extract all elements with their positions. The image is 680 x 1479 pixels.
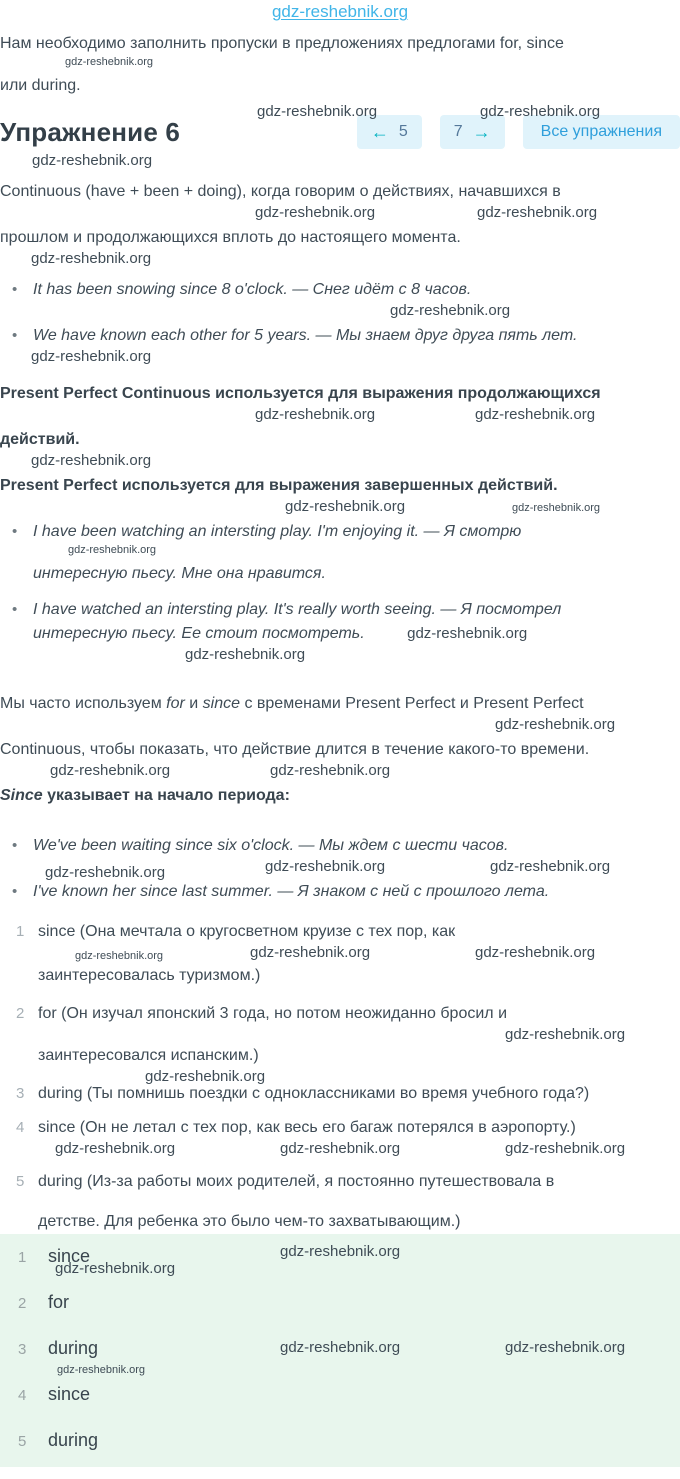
example-watching-line2: интересную пьесу. Мне она нравится. [33, 565, 326, 582]
answer-row-4 [0, 1384, 680, 1430]
item-text [38, 1170, 680, 1234]
watermark: gdz-reshebnik.org [31, 250, 152, 267]
item-number: 4 [16, 1119, 25, 1136]
next-exercise-button[interactable] [440, 115, 505, 149]
example-known-text: We have known each other for 5 years. — Мы знаем друг друга пять лет. [33, 327, 578, 344]
since-heading [0, 784, 680, 808]
watermark: gdz-reshebnik.org [280, 1140, 401, 1157]
prev-exercise-button[interactable] [357, 115, 422, 149]
task-intro-line2: или during. [0, 77, 81, 94]
bullet-icon: • [12, 883, 18, 900]
usage-part2: и [184, 695, 203, 712]
watermark: gdz-reshebnik.org [255, 204, 376, 221]
watermark: gdz-reshebnik.org [480, 103, 601, 120]
watermark-row [38, 944, 680, 964]
bullet-icon: • [12, 837, 18, 854]
watermark-row [0, 646, 680, 668]
watermark-row [38, 1068, 680, 1085]
watermark-row [0, 204, 680, 226]
exercise-header [0, 103, 680, 152]
example-watched-line1: I have watched an intersting play. It's really worth seeing. — Я посмотрел [33, 601, 562, 618]
theory-ppc-line2: действий. [0, 431, 80, 448]
theory-pp-line: Present Perfect используется для выражения завершенных действий. [0, 477, 558, 494]
item-text [38, 1116, 680, 1140]
watermark-row [38, 1026, 680, 1044]
watermark: gdz-reshebnik.org [32, 152, 153, 169]
task-intro-line1: Нам необходимо заполнить пропуски в предложениях предлогами for, since [0, 35, 564, 52]
theory-continuous-line1: Continuous (have + been + doing), когда говорим о действиях, начавшихся в [0, 183, 561, 200]
since-rest: указывает на начало периода: [42, 787, 290, 804]
watermark-row [0, 716, 680, 738]
answer-value: during [48, 1338, 99, 1358]
watermark: gdz-reshebnik.org [57, 1364, 146, 1376]
item-number: 3 [16, 1085, 25, 1102]
bullet-icon: • [12, 601, 18, 618]
example-watched-text [33, 598, 680, 646]
answer-value: for [48, 1292, 70, 1312]
answer-number: 4 [18, 1387, 27, 1404]
watermark: gdz-reshebnik.org [55, 1260, 176, 1277]
explanation-5-line2: детстве. Для ребенка это было чем-то захватывающим.) [38, 1213, 461, 1230]
watermark-row [0, 498, 680, 520]
theory-usage [0, 692, 680, 762]
exercise-nav [357, 115, 680, 149]
watermark: gdz-reshebnik.org [280, 1243, 401, 1260]
usage-part3: с временами Present Perfect и Present Perfect [240, 695, 584, 712]
watermark: gdz-reshebnik.org [250, 944, 371, 961]
item-number: 2 [16, 1005, 25, 1022]
watermark-row [0, 406, 680, 428]
usage-since: since [202, 695, 240, 712]
explanation-item-3 [0, 1082, 680, 1106]
next-exercise-number: 7 [453, 123, 463, 140]
watermark-row [0, 302, 680, 324]
explanation-item-4 [0, 1116, 680, 1140]
watermark: gdz-reshebnik.org [31, 348, 152, 365]
explanation-item-5 [0, 1170, 680, 1234]
explanations-list [0, 920, 680, 1234]
explanation-5-line1: during (Из-за работы моих родителей, я постоянно путешествовала в [38, 1173, 555, 1190]
watermark: gdz-reshebnik.org [31, 452, 152, 469]
since-word: Since [0, 787, 43, 804]
watermark: gdz-reshebnik.org [65, 56, 154, 68]
arrow-right-icon: → [472, 122, 491, 142]
watermark: gdz-reshebnik.org [55, 1140, 176, 1157]
theory-continuous [0, 180, 680, 250]
watermark-link[interactable]: gdz-reshebnik.org [271, 2, 409, 21]
watermark-row [0, 56, 680, 74]
explanation-3-line1: during (Ты помнишь поездки с одноклассниками во время учебного года?) [38, 1085, 590, 1102]
answer-row-2 [0, 1292, 680, 1338]
answers-section [0, 1234, 680, 1467]
watermark: gdz-reshebnik.org [255, 406, 376, 423]
answer-value: since [48, 1246, 91, 1266]
watermark-row [0, 1140, 680, 1162]
bullet-icon: • [12, 281, 18, 298]
watermark: gdz-reshebnik.org [477, 204, 598, 221]
watermark: gdz-reshebnik.org [145, 1068, 266, 1085]
watermark: gdz-reshebnik.org [265, 858, 386, 875]
watermark: gdz-reshebnik.org [505, 1339, 626, 1356]
item-text [38, 1002, 680, 1085]
arrow-left-icon: ← [370, 122, 389, 142]
exercise-title: Упражнение 6 [0, 116, 181, 147]
bullet-icon: • [12, 327, 18, 344]
example-watching-text [33, 520, 680, 586]
example-summer [0, 880, 680, 904]
explanation-item-2 [0, 1002, 680, 1085]
theory-continuous-line2: прошлом и продолжающихся вплоть до настоящего момента. [0, 229, 461, 246]
bullet-icon: • [12, 523, 18, 540]
example-watching-line1: I have been watching an intersting play. I'm enjoying it. — Я смотрю [33, 523, 522, 540]
example-snowing-text: It has been snowing since 8 o'clock. — Снег идёт с 8 часов. [33, 281, 472, 298]
answer-number: 1 [18, 1249, 27, 1266]
watermark: gdz-reshebnik.org [495, 716, 616, 733]
task-intro [0, 32, 680, 98]
answer-number: 5 [18, 1433, 27, 1450]
watermark: gdz-reshebnik.org [257, 103, 378, 120]
watermark: gdz-reshebnik.org [185, 646, 306, 663]
example-snowing [0, 278, 680, 302]
explanation-1-line2: заинтересовалась туризмом.) [38, 967, 261, 984]
example-waiting-text: We've been waiting since six o'clock. — Мы ждем с шести часов. [33, 837, 509, 854]
example-summer-text: I've known her since last summer. — Я знаком с ней с прошлого лета. [33, 883, 550, 900]
theory-ppc [0, 382, 680, 452]
example-watching [0, 520, 680, 586]
watermark-row [0, 452, 680, 474]
watermark: gdz-reshebnik.org [270, 762, 391, 779]
watermark: gdz-reshebnik.org [505, 1026, 626, 1043]
example-watched-line2: интересную пьесу. Ее стоит посмотреть. [33, 625, 365, 642]
watermark: gdz-reshebnik.org [45, 864, 166, 881]
answer-value: since [48, 1384, 91, 1404]
watermark: gdz-reshebnik.org [68, 544, 157, 556]
watermark-row [0, 348, 680, 370]
watermark: gdz-reshebnik.org [475, 406, 596, 423]
item-text [38, 1082, 680, 1106]
explanation-2-line2: заинтересовался испанским.) [38, 1047, 259, 1064]
all-exercises-button[interactable]: Все упражнения [523, 115, 680, 149]
answer-row-5 [0, 1430, 680, 1476]
answer-number: 2 [18, 1295, 27, 1312]
theory-ppc-line1: Present Perfect Continuous используется для выражения продолжающихся [0, 385, 601, 402]
theory-usage-line2: Continuous, чтобы показать, что действие длится в течение какого-то времени. [0, 741, 590, 758]
answer-value: during [48, 1430, 99, 1450]
answer-number: 3 [18, 1341, 27, 1358]
watermark: gdz-reshebnik.org [407, 625, 528, 642]
item-number: 5 [16, 1173, 25, 1190]
usage-part1: Мы часто используем [0, 695, 167, 712]
watermark-row [0, 858, 680, 880]
example-known [0, 324, 680, 348]
watermark: gdz-reshebnik.org [490, 858, 611, 875]
theory-usage-line1 [0, 692, 680, 716]
watermark: gdz-reshebnik.org [512, 502, 601, 514]
explanation-item-1 [0, 920, 680, 988]
item-number: 1 [16, 923, 25, 940]
explanation-2-line1: for (Он изучал японский 3 года, но потом неожиданно бросил и [38, 1005, 508, 1022]
explanation-1-line1: since (Она мечтала о кругосветном круизе с тех пор, как [38, 923, 456, 940]
watermark: gdz-reshebnik.org [390, 302, 511, 319]
example-waiting [0, 834, 680, 858]
explanation-4-line1: since (Он не летал с тех пор, как весь его багаж потерялся в аэропорту.) [38, 1119, 576, 1136]
watermark: gdz-reshebnik.org [475, 944, 596, 961]
watermark: gdz-reshebnik.org [280, 1339, 401, 1356]
example-watched [0, 598, 680, 646]
watermark: gdz-reshebnik.org [505, 1140, 626, 1157]
watermark-row [0, 250, 680, 272]
watermark-row [33, 544, 680, 562]
item-text [38, 920, 680, 988]
watermark: gdz-reshebnik.org [50, 762, 171, 779]
watermark-row [0, 152, 680, 174]
top-watermark-bar [0, 0, 680, 26]
watermark: gdz-reshebnik.org [75, 950, 164, 962]
example-watched-line2-row [33, 622, 680, 646]
prev-exercise-number: 5 [398, 123, 408, 140]
usage-for: for [166, 695, 185, 712]
watermark-row [0, 762, 680, 784]
watermark: gdz-reshebnik.org [285, 498, 406, 515]
